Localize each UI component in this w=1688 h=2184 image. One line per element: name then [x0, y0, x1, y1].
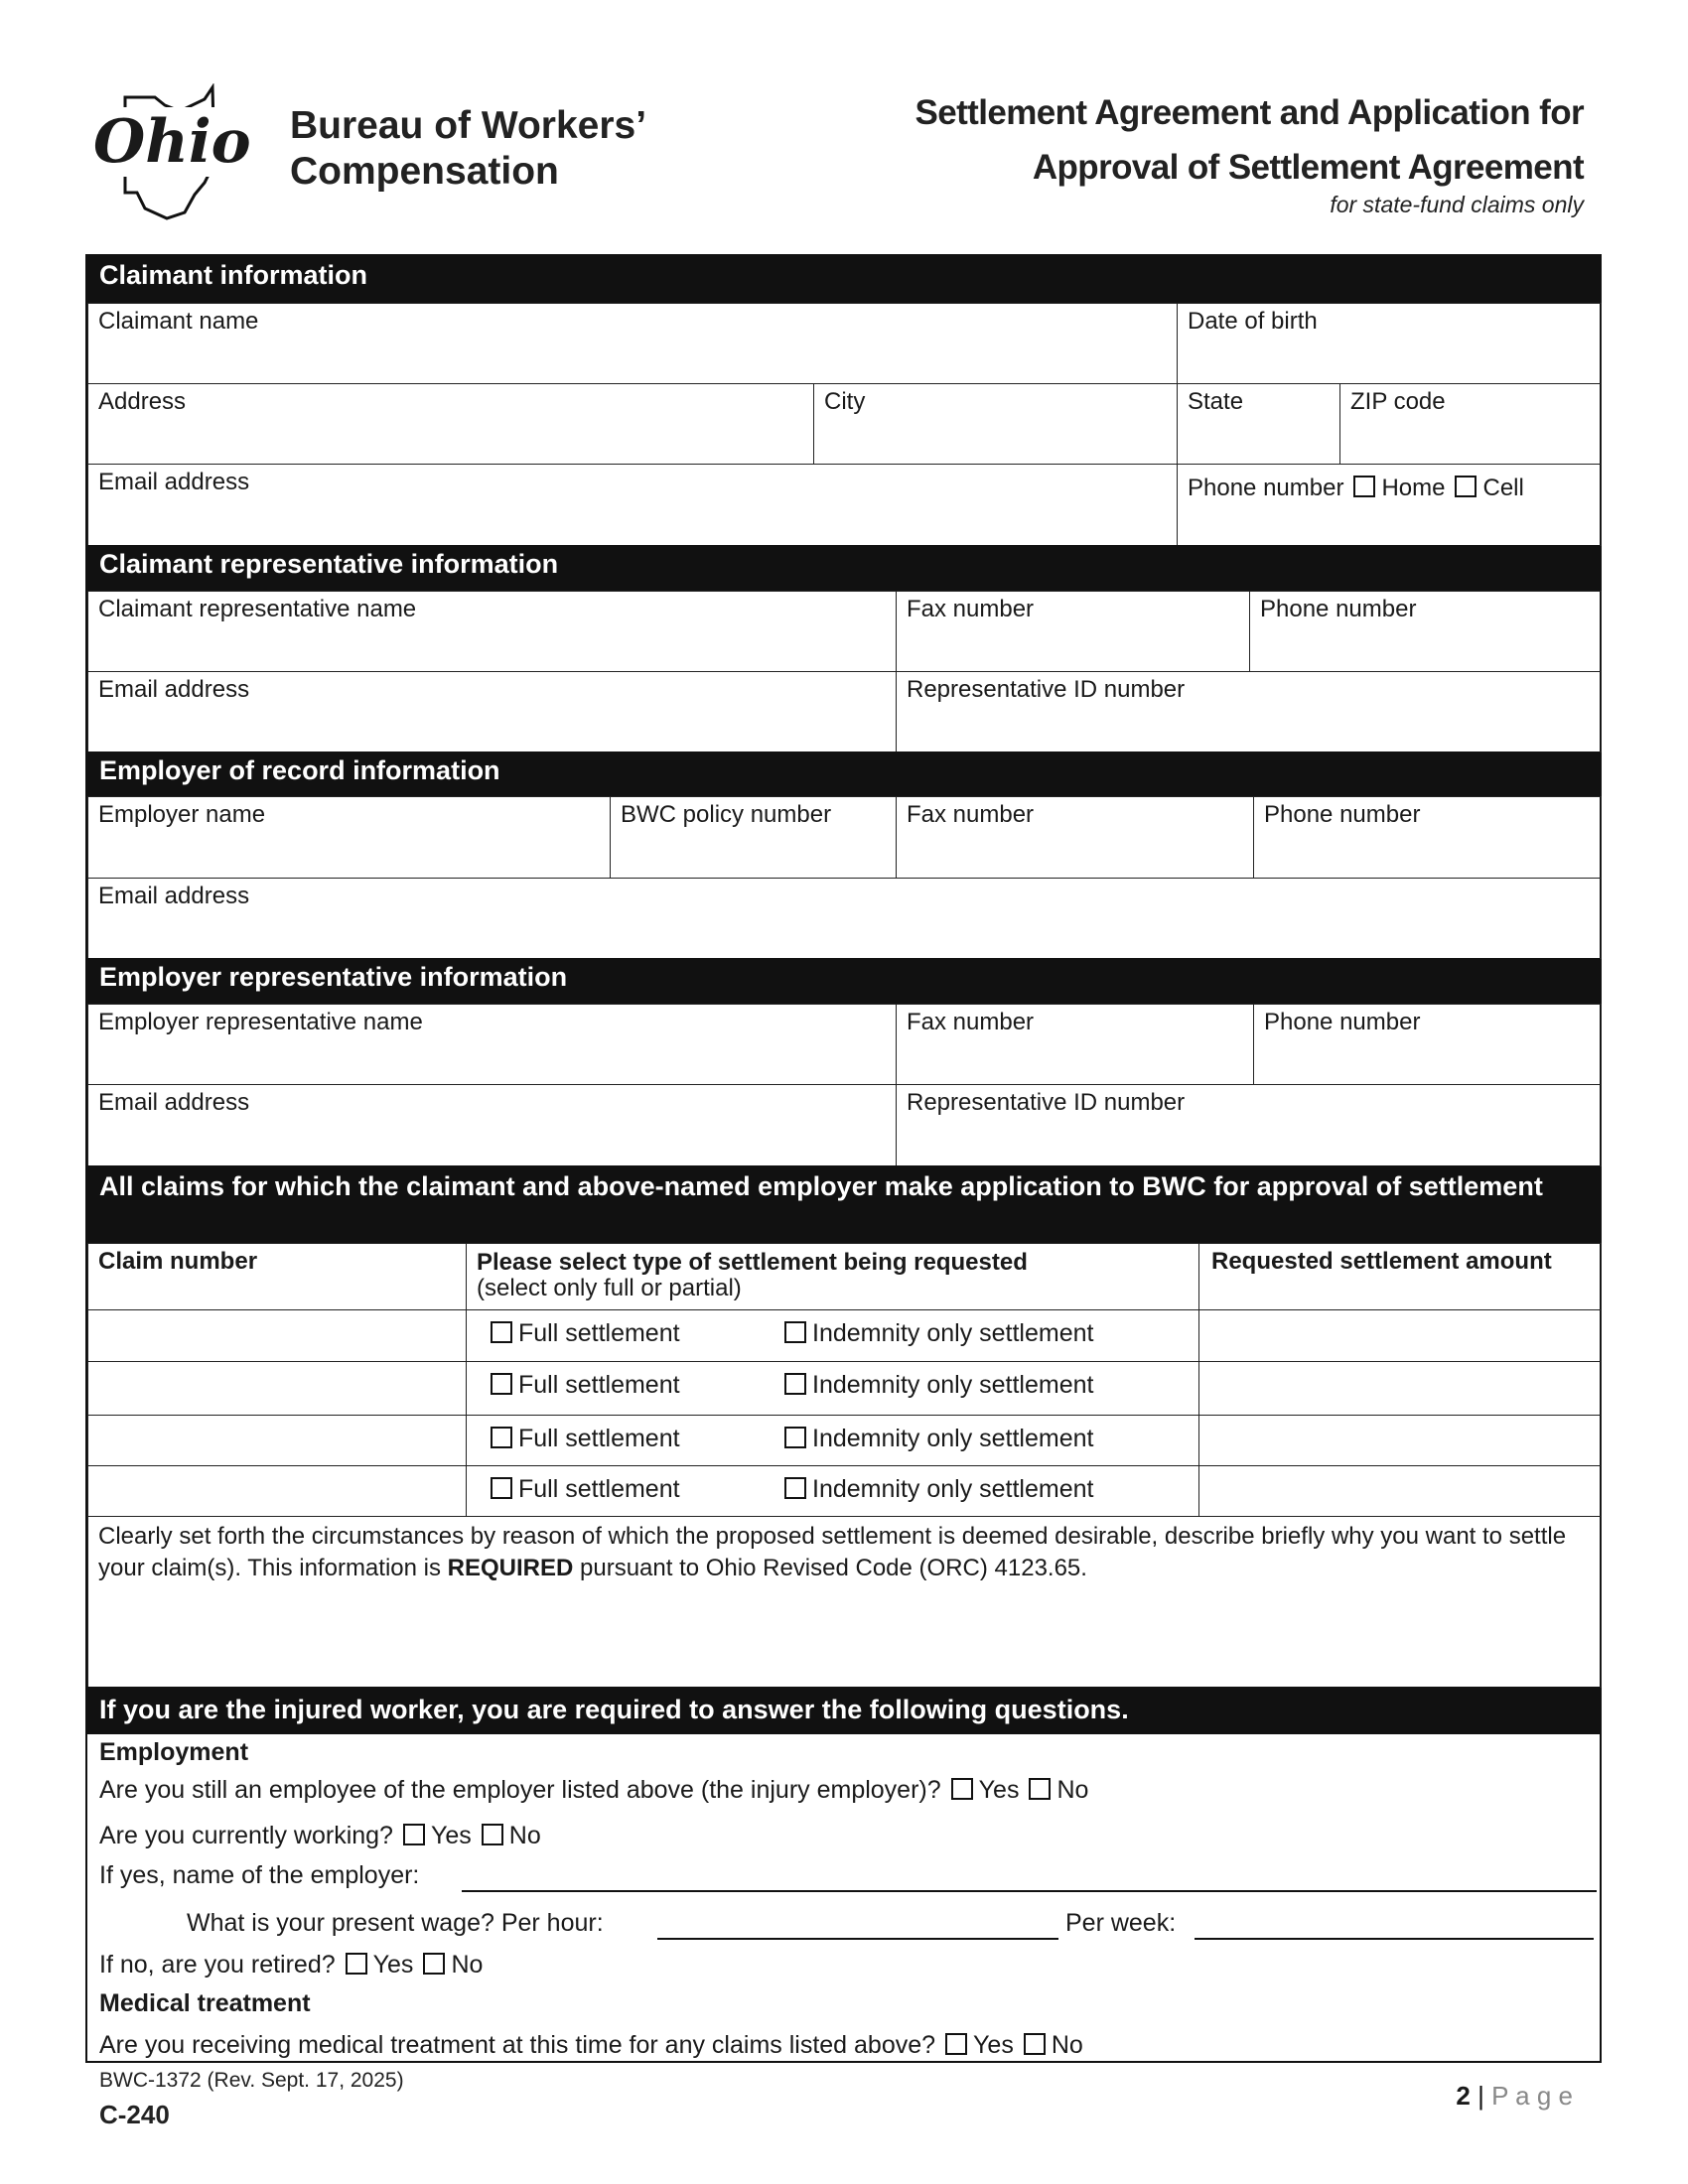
per-hour-line-input[interactable]	[657, 1938, 1058, 1940]
claim-number-col-header: Claim number	[87, 1243, 467, 1310]
form-title	[915, 85, 1585, 195]
form-code: C-240	[99, 2100, 170, 2129]
claimant-rep-fax-field[interactable]	[896, 591, 1250, 672]
agency-name	[290, 103, 646, 195]
settlement-amount-input[interactable]	[1198, 1309, 1602, 1362]
settlement-amount-input[interactable]	[1198, 1465, 1602, 1517]
form-subtitle: for state-fund claims only	[1330, 192, 1584, 217]
full-settlement-checkbox[interactable]	[491, 1321, 512, 1343]
employer-name-label: Employer name	[98, 801, 266, 828]
state-label: State	[1188, 388, 1244, 415]
phone-label: Phone number	[1188, 475, 1344, 501]
no-checkbox[interactable]	[1024, 2033, 1046, 2055]
employment-heading: Employment	[99, 1738, 249, 1766]
question-still-employee	[99, 1775, 1088, 1805]
indemnity-checkbox[interactable]	[784, 1477, 806, 1499]
page-indicator: 2 | P a g e	[1456, 2081, 1573, 2111]
employer-rep-phone-field[interactable]	[1253, 1004, 1602, 1085]
amount-col-header: Requested settlement amount	[1198, 1243, 1602, 1310]
question-medical	[99, 2030, 1083, 2060]
no-label: No	[1056, 1776, 1089, 1804]
full-settlement-option[interactable]	[491, 1474, 680, 1504]
claimant-rep-id-field[interactable]	[896, 671, 1602, 752]
claimant-name-field[interactable]	[87, 303, 1178, 384]
email-label: Email address	[98, 676, 250, 703]
dob-label: Date of birth	[1188, 308, 1318, 335]
title-line1: Settlement Agreement and Application for	[914, 93, 1584, 132]
yes-label: Yes	[978, 1776, 1020, 1804]
employer-fax-field[interactable]	[896, 796, 1254, 879]
phone-label: Phone number	[1260, 596, 1417, 622]
question-retired	[99, 1950, 483, 1979]
injured-section-header: If you are the injured worker, you are required to answer the following questions.	[87, 1687, 1600, 1734]
settlement-type-heading: Please select type of settlement being requested	[477, 1249, 1028, 1276]
yes-label: Yes	[372, 1951, 414, 1979]
question-text: Are you currently working?	[99, 1822, 393, 1849]
settlement-type-col-header	[466, 1243, 1199, 1310]
claimant-rep-phone-field[interactable]	[1249, 591, 1602, 672]
full-settlement-checkbox[interactable]	[491, 1477, 512, 1499]
email-label: Email address	[98, 883, 250, 909]
home-checkbox[interactable]	[1353, 476, 1375, 497]
zip-label: ZIP code	[1350, 388, 1446, 415]
full-settlement-option[interactable]	[491, 1370, 680, 1400]
claimant-phone-field[interactable]	[1177, 464, 1602, 546]
indemnity-option[interactable]	[784, 1370, 1093, 1400]
claim-number-input[interactable]	[87, 1415, 467, 1466]
settlement-amount-input[interactable]	[1198, 1361, 1602, 1416]
page-number: 2	[1456, 2081, 1471, 2111]
employer-rep-fax-field[interactable]	[896, 1004, 1254, 1085]
indemnity-option[interactable]	[784, 1318, 1093, 1348]
indemnity-option[interactable]	[784, 1424, 1093, 1453]
yes-checkbox[interactable]	[403, 1824, 425, 1845]
settlement-type-cell	[466, 1361, 1199, 1416]
indemnity-checkbox[interactable]	[784, 1321, 806, 1343]
claimant-name-label: Claimant name	[98, 308, 259, 335]
claimant-section-header: Claimant information	[87, 256, 1600, 303]
employer-name-field[interactable]	[87, 796, 611, 879]
ohio-logo	[85, 83, 264, 222]
yes-checkbox[interactable]	[945, 2033, 967, 2055]
address-field[interactable]	[87, 383, 814, 465]
indemnity-checkbox[interactable]	[784, 1373, 806, 1395]
claims-section-header: All claims for which the claimant and above-named employer make application to BWC for approval of settlement	[87, 1165, 1600, 1244]
agency-line1: Bureau of Workers’	[290, 104, 647, 147]
question-working	[99, 1821, 541, 1850]
city-field[interactable]	[813, 383, 1178, 465]
no-checkbox[interactable]	[1029, 1778, 1051, 1800]
claimant-rep-name-label: Claimant representative name	[98, 596, 417, 622]
full-settlement-checkbox[interactable]	[491, 1427, 512, 1448]
policy-number-field[interactable]	[610, 796, 897, 879]
settlement-type-cell	[466, 1415, 1199, 1466]
settlement-form	[85, 254, 1602, 2063]
claim-number-input[interactable]	[87, 1465, 467, 1517]
settlement-type-note: (select only full or partial)	[477, 1275, 742, 1301]
question-text: Are you still an employee of the employer listed above (the injury employer)?	[99, 1776, 941, 1804]
wage-question: What is your present wage? Per hour:	[187, 1909, 604, 1937]
full-settlement-option[interactable]	[491, 1424, 680, 1453]
full-settlement-label: Full settlement	[518, 1425, 680, 1452]
employer-rep-section-header: Employer representative information	[87, 958, 1600, 1005]
yes-label: Yes	[430, 1822, 472, 1849]
claim-number-input[interactable]	[87, 1309, 467, 1362]
address-label: Address	[98, 388, 187, 415]
state-field[interactable]	[1177, 383, 1340, 465]
per-week-line-input[interactable]	[1195, 1938, 1594, 1940]
reason-text: Clearly set forth the circumstances by reason of which the proposed settlement is deemed desirable, describe briefly why you want to settle your claim(s). This information is	[98, 1523, 1567, 1581]
claim-number-input[interactable]	[87, 1361, 467, 1416]
phone-label: Phone number	[1264, 801, 1421, 828]
full-settlement-label: Full settlement	[518, 1371, 680, 1399]
medical-heading: Medical treatment	[99, 1989, 311, 2017]
claimant-rep-email-field[interactable]	[87, 671, 897, 752]
indemnity-option[interactable]	[784, 1474, 1093, 1504]
logo-text: Ohio	[93, 107, 251, 177]
settlement-amount-input[interactable]	[1198, 1415, 1602, 1466]
phone-label: Phone number	[1264, 1009, 1421, 1035]
city-label: City	[824, 388, 866, 415]
yes-checkbox[interactable]	[346, 1953, 367, 1975]
employer-section-header: Employer of record information	[87, 751, 1600, 797]
full-settlement-label: Full settlement	[518, 1319, 680, 1347]
indemnity-label: Indemnity only settlement	[812, 1425, 1094, 1452]
no-checkbox[interactable]	[482, 1824, 503, 1845]
full-settlement-option[interactable]	[491, 1318, 680, 1348]
rep-id-label: Representative ID number	[907, 676, 1186, 703]
agency-line2: Compensation	[290, 150, 559, 193]
policy-label: BWC policy number	[621, 801, 832, 828]
form-id: BWC-1372 (Rev. Sept. 17, 2025)	[99, 2069, 404, 2092]
employer-rep-id-field[interactable]	[896, 1084, 1602, 1166]
employer-rep-email-field[interactable]	[87, 1084, 897, 1166]
page-label: P a g e	[1491, 2081, 1573, 2111]
employer-rep-name-label: Employer representative name	[98, 1009, 423, 1035]
indemnity-label: Indemnity only settlement	[812, 1475, 1094, 1503]
employer-name-question: If yes, name of the employer:	[99, 1861, 420, 1889]
claimant-email-field[interactable]	[87, 464, 1178, 546]
dob-field[interactable]	[1177, 303, 1602, 384]
fax-label: Fax number	[907, 1009, 1035, 1035]
email-label: Email address	[98, 1089, 250, 1116]
yes-label: Yes	[973, 2031, 1014, 2059]
cell-checkbox[interactable]	[1455, 476, 1477, 497]
fax-label: Fax number	[907, 801, 1035, 828]
indemnity-label: Indemnity only settlement	[812, 1371, 1094, 1399]
email-label: Email address	[98, 469, 250, 495]
no-label: No	[1051, 2031, 1083, 2059]
yes-checkbox[interactable]	[951, 1778, 973, 1800]
full-settlement-label: Full settlement	[518, 1475, 680, 1503]
reason-text-end: pursuant to Ohio Revised Code (ORC) 4123.65.	[573, 1555, 1087, 1581]
settlement-type-cell	[466, 1309, 1199, 1362]
settlement-reason-field[interactable]	[87, 1516, 1602, 1688]
settlement-type-cell	[466, 1465, 1199, 1517]
home-label: Home	[1381, 475, 1446, 501]
no-label: No	[451, 1951, 484, 1979]
no-label: No	[508, 1822, 541, 1849]
indemnity-checkbox[interactable]	[784, 1427, 806, 1448]
full-settlement-checkbox[interactable]	[491, 1373, 512, 1395]
zip-field[interactable]	[1339, 383, 1602, 465]
employer-rep-name-field[interactable]	[87, 1004, 897, 1085]
per-week-label: Per week:	[1065, 1909, 1177, 1937]
title-line2: Approval of Settlement Agreement	[1032, 148, 1584, 187]
claimant-rep-name-field[interactable]	[87, 591, 897, 672]
question-text: Are you receiving medical treatment at this time for any claims listed above?	[99, 2031, 936, 2059]
claimant-rep-section-header: Claimant representative information	[87, 545, 1600, 592]
rep-id-label: Representative ID number	[907, 1089, 1186, 1116]
reason-required: REQUIRED	[447, 1555, 574, 1581]
indemnity-label: Indemnity only settlement	[812, 1319, 1094, 1347]
fax-label: Fax number	[907, 596, 1035, 622]
no-checkbox[interactable]	[423, 1953, 445, 1975]
question-text: If no, are you retired?	[99, 1951, 336, 1979]
employer-phone-field[interactable]	[1253, 796, 1602, 879]
cell-label: Cell	[1482, 475, 1524, 501]
employer-name-line-input[interactable]	[462, 1890, 1597, 1892]
employer-email-field[interactable]	[87, 878, 1602, 959]
